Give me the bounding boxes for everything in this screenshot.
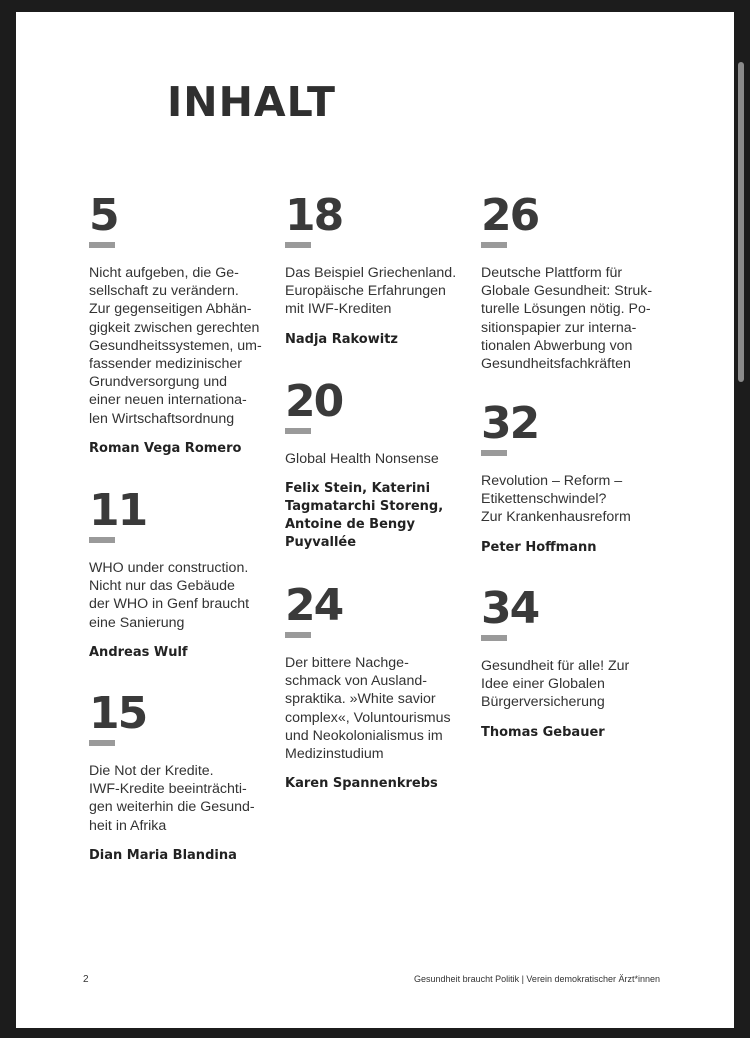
toc-author: Nadja Rakowitz: [285, 331, 398, 347]
toc-page-number: 15: [89, 688, 147, 739]
toc-author: Roman Vega Romero: [89, 440, 242, 456]
toc-author: Peter Hoffmann: [481, 539, 597, 555]
toc-entry[interactable]: [481, 583, 666, 742]
toc-author: Thomas Gebauer: [481, 724, 605, 740]
toc-description: WHO under construction. Nicht nur das Gebäude der WHO in Genf braucht eine Sanierung: [89, 560, 250, 631]
toc-entry[interactable]: [285, 580, 470, 793]
toc-author: Dian Maria Blandina: [89, 847, 237, 863]
number-underline: [285, 632, 311, 638]
toc-entry[interactable]: [89, 190, 274, 458]
toc-description: Das Beispiel Griechenland. Europäische Erfahrungen mit IWF-Krediten: [285, 265, 457, 318]
toc-page-number: 20: [285, 376, 343, 427]
toc-description: Der bittere Nachge- schmack von Ausland- spraktika. »White savior complex«, Voluntourismus und Neokolonialismus im Medizinstudium: [285, 655, 451, 763]
toc-entry[interactable]: [481, 398, 666, 557]
toc-description: Nicht aufgeben, die Ge- sellschaft zu verändern. Zur gegenseitigen Abhän- gigkeit zwischen gerechten Gesundheitssystemen, um- fassender medizinischer Grundversorgung und einer neuen internationa- len Wirtschaftsordnung: [89, 265, 262, 427]
number-underline: [89, 740, 115, 746]
number-underline: [481, 242, 507, 248]
toc-entry[interactable]: [481, 190, 666, 373]
toc-page-number: 5: [89, 190, 118, 241]
number-underline: [481, 635, 507, 641]
toc-page-number: 24: [285, 580, 343, 631]
number-underline: [89, 537, 115, 543]
toc-author: Andreas Wulf: [89, 644, 188, 660]
page-title: INHALT: [167, 78, 336, 126]
toc-page-number: 32: [481, 398, 539, 449]
footer-page-number: 2: [83, 974, 89, 985]
toc-entry[interactable]: [285, 190, 470, 349]
toc-entry[interactable]: [285, 376, 470, 552]
toc-entry[interactable]: [89, 485, 274, 662]
number-underline: [285, 242, 311, 248]
toc-description: Gesundheit für alle! Zur Idee einer Globalen Bürgerversicherung: [481, 658, 630, 711]
scrollbar[interactable]: [738, 62, 744, 382]
toc-page-number: 11: [89, 485, 147, 536]
number-underline: [481, 450, 507, 456]
number-underline: [89, 242, 115, 248]
toc-description: Revolution – Reform – Etikettenschwindel? Zur Krankenhausreform: [481, 473, 631, 526]
toc-description: Global Health Nonsense: [285, 451, 439, 467]
toc-page-number: 34: [481, 583, 539, 634]
number-underline: [285, 428, 311, 434]
toc-description: Deutsche Plattform für Globale Gesundheit: Struk- turelle Lösungen nötig. Po- sitionspapier zur interna- tionalen Abwerbung von Gesundheitsfachkräften: [481, 265, 653, 373]
footer-publication: Gesundheit braucht Politik | Verein demokratischer Ärzt*innen: [414, 974, 660, 984]
toc-author: Felix Stein, Katerini Tagmatarchi Storeng, Antoine de Bengy Puyvallée: [285, 481, 444, 551]
document-page: [16, 12, 734, 1028]
toc-author: Karen Spannenkrebs: [285, 776, 438, 792]
toc-page-number: 26: [481, 190, 539, 241]
toc-page-number: 18: [285, 190, 343, 241]
toc-description: Die Not der Kredite. IWF-Kredite beeinträchti- gen weiterhin die Gesund- heit in Afrika: [89, 763, 255, 834]
toc-entry[interactable]: [89, 688, 274, 865]
